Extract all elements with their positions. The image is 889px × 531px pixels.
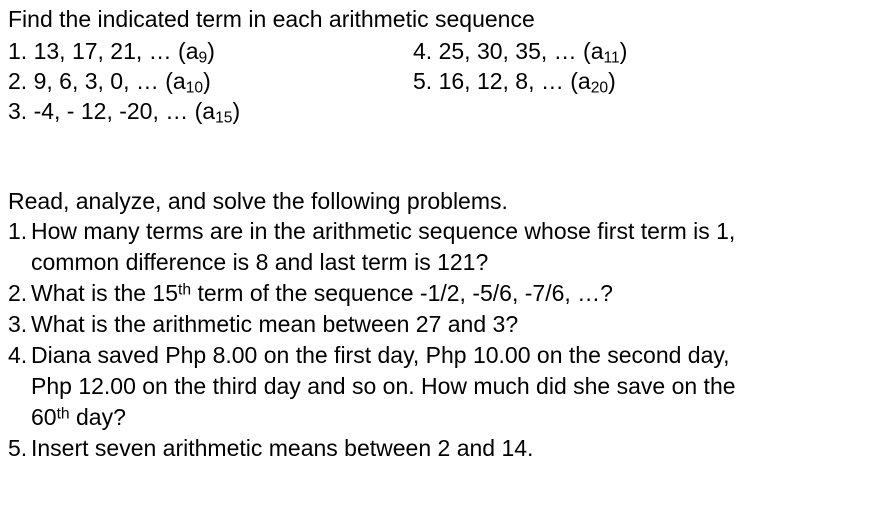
problem-item-2-pre: What is the 15 bbox=[31, 280, 179, 306]
sequence-row bbox=[8, 36, 889, 66]
problem-item-2 bbox=[8, 278, 889, 309]
sequence-item-5 bbox=[413, 66, 616, 96]
sequence-item-5-number: 5. bbox=[413, 68, 433, 94]
problem-item-4-number: 4. bbox=[8, 342, 28, 368]
sequence-item-3-text: -4, - 12, -20, … (a bbox=[33, 98, 216, 124]
problem-item-1-line1: How many terms are in the arithmetic sequence whose first term is 1, bbox=[31, 218, 736, 244]
problem-item-4-line1: Diana saved Php 8.00 on the first day, Php 10.00 on the second day, bbox=[31, 342, 730, 368]
sequence-item-2-text: 9, 6, 3, 0, … (a bbox=[33, 68, 186, 94]
sequence-item-5-text: 16, 12, 8, … (a bbox=[438, 68, 591, 94]
sequence-item-4-text: 25, 30, 35, … (a bbox=[438, 38, 604, 64]
problem-item-5 bbox=[8, 433, 889, 464]
problem-item-1-text bbox=[31, 216, 876, 278]
sequence-item-1 bbox=[8, 36, 413, 66]
sequence-item-2-number: 2. bbox=[8, 68, 28, 94]
sequence-item-4-subscript: 11 bbox=[603, 49, 620, 67]
problem-item-1 bbox=[8, 216, 889, 278]
problem-list bbox=[0, 216, 889, 464]
page-title: Find the indicated term in each arithmetic sequence bbox=[8, 6, 535, 32]
sequence-item-2 bbox=[8, 66, 413, 96]
problem-item-2-number: 2. bbox=[8, 280, 28, 306]
problem-item-4-superscript: th bbox=[56, 405, 70, 423]
problem-item-4-line2: Php 12.00 on the third day and so on. How much did she save on the bbox=[31, 373, 736, 399]
sequence-item-1-number: 1. bbox=[8, 38, 28, 64]
sequence-row bbox=[8, 66, 889, 96]
sequence-item-3-number: 3. bbox=[8, 98, 28, 124]
sequence-row bbox=[8, 96, 889, 126]
problem-item-4-line3 bbox=[31, 402, 876, 433]
sequence-item-5-close: ) bbox=[608, 68, 616, 94]
sequence-item-2-subscript: 10 bbox=[185, 79, 204, 97]
problem-item-4-line3-post: day? bbox=[69, 404, 126, 430]
sequence-item-3-close: ) bbox=[232, 98, 241, 124]
problem-item-5-number: 5. bbox=[8, 435, 28, 461]
sequence-item-1-close: ) bbox=[207, 38, 215, 64]
sequence-item-2-close: ) bbox=[203, 68, 211, 94]
problem-item-2-post: term of the sequence -1/2, -5/6, -7/6, …? bbox=[191, 280, 613, 306]
problem-item-4 bbox=[8, 340, 889, 433]
sequence-item-5-subscript: 20 bbox=[590, 79, 609, 97]
sequence-item-3-subscript: 15 bbox=[215, 109, 233, 127]
problem-item-5-text: Insert seven arithmetic means between 2 and 14. bbox=[31, 435, 534, 461]
problems-intro: Read, analyze, and solve the following problems. bbox=[8, 188, 508, 214]
sequence-item-3 bbox=[8, 96, 413, 126]
problem-item-2-text bbox=[31, 278, 876, 309]
problem-item-3 bbox=[8, 309, 889, 340]
problem-item-3-number: 3. bbox=[8, 311, 28, 337]
problem-item-4-text bbox=[31, 340, 876, 433]
sequence-item-4-number: 4. bbox=[413, 38, 433, 64]
problem-item-3-text: What is the arithmetic mean between 27 and 3? bbox=[31, 311, 519, 337]
sequence-exercises bbox=[0, 36, 889, 126]
sequence-item-4 bbox=[413, 36, 627, 66]
sequence-item-1-text: 13, 17, 21, … (a bbox=[33, 38, 199, 64]
problem-item-4-line3-pre: 60 bbox=[31, 404, 57, 430]
problem-item-1-number: 1. bbox=[8, 218, 28, 244]
problem-item-2-superscript: th bbox=[178, 281, 192, 299]
section-spacer bbox=[0, 126, 889, 186]
sequence-item-1-subscript: 9 bbox=[198, 49, 208, 67]
problem-item-1-line2: common difference is 8 and last term is 121? bbox=[31, 249, 489, 275]
sequence-item-4-close: ) bbox=[619, 38, 628, 64]
